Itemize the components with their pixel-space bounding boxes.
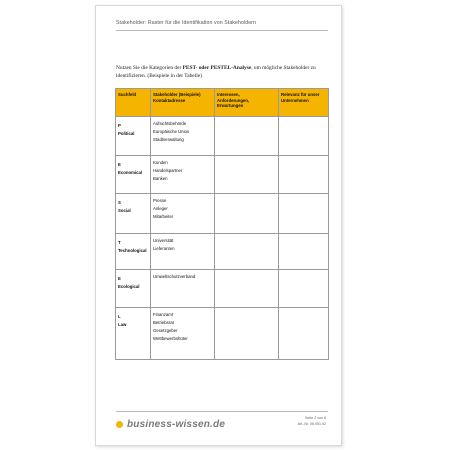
category-cell (116, 308, 151, 360)
stakeholder-item: Umweltschutzverband (153, 274, 196, 279)
header-interessen-line1: Interessen, (217, 92, 240, 97)
table-row (116, 308, 329, 360)
header-stakeholder (151, 89, 215, 117)
stakeholder-item: Lieferanten (153, 246, 175, 251)
article-number: Art.-Nr. 06.051.02 (297, 421, 326, 426)
stakeholder-item: Wettbewerbshüter (153, 336, 188, 341)
relevance-cell (279, 308, 329, 360)
stakeholder-cell (151, 234, 215, 270)
stakeholder-item: Finanzamt (153, 312, 174, 317)
intro-paragraph (116, 64, 326, 80)
category-cell (116, 194, 151, 234)
logo-text: business-wissen.de (127, 419, 226, 430)
category-letter: L (118, 314, 121, 319)
header-relevanz-line1: Relevanz für unser (281, 92, 320, 97)
interests-cell (215, 194, 279, 234)
header-interessen (215, 89, 279, 117)
table-row (116, 194, 329, 234)
table-row (116, 234, 329, 270)
interests-cell (215, 117, 279, 156)
header-relevanz-line2: Unternehmen (281, 97, 309, 103)
stakeholder-cell (151, 194, 215, 234)
stakeholder-item: Gesetzgeber (153, 328, 178, 333)
header-suchfeld-label: Suchfeld (118, 92, 137, 97)
interests-cell (215, 308, 279, 360)
stakeholder-item: Europäische Union (153, 129, 190, 134)
relevance-cell (279, 194, 329, 234)
page-info (298, 416, 326, 427)
header-stakeholder-line2: Kontaktadresse (153, 97, 186, 103)
footer-divider (116, 411, 328, 412)
category-letter: E (118, 162, 121, 167)
stakeholder-item: Banken (153, 176, 168, 181)
logo-dot-icon (116, 421, 123, 428)
header-interessen-line2: Anforderungen, (217, 97, 250, 103)
category-letter: T (118, 240, 121, 245)
table-row (116, 270, 329, 308)
intro-text-bold: PEST- oder PESTEL-Analyse (182, 65, 252, 71)
stakeholder-item: Aufsichtsbehörde (153, 121, 187, 126)
category-letter: S (118, 200, 121, 205)
table-row (116, 156, 329, 194)
stakeholder-item: Betriebsrat (153, 320, 174, 325)
category-letter: P (118, 123, 121, 128)
interests-cell (215, 234, 279, 270)
document-page (95, 5, 342, 446)
category-cell (116, 270, 151, 308)
stakeholder-table (115, 88, 329, 360)
category-name: Law (118, 322, 127, 327)
header-suchfeld (116, 89, 151, 117)
page-number: Seite 2 von 6 (305, 416, 326, 420)
category-name: Economical (118, 170, 143, 175)
category-name: Social (118, 208, 131, 213)
stakeholder-item: Mitarbeiter (153, 214, 174, 219)
header-interessen-line3: Erwartungen (217, 103, 244, 109)
stakeholder-item: Stadtverwaltung (153, 137, 184, 142)
header-stakeholder-line1: Stakeholder (Beispiele) (153, 92, 201, 97)
interests-cell (215, 270, 279, 308)
table-row (116, 117, 329, 156)
header-relevanz (279, 89, 329, 117)
category-name: Political (118, 131, 135, 136)
stakeholder-item: Anleger (153, 206, 168, 211)
brand-logo (116, 419, 225, 430)
category-cell (116, 156, 151, 194)
stakeholder-cell (151, 156, 215, 194)
table-header-row (116, 89, 329, 117)
category-letter: E (118, 276, 121, 281)
category-name: Technological (118, 248, 147, 253)
stakeholder-cell (151, 270, 215, 308)
intro-text-part1: Nutzen Sie die Kategorien der (116, 65, 183, 71)
stakeholder-cell (151, 117, 215, 156)
interests-cell (215, 156, 279, 194)
category-cell (116, 234, 151, 270)
intro-text-part2: , um mögliche Stakeholder zu identifizieren. (Beispiele in der Tabelle) (116, 65, 316, 79)
category-name: Ecological (118, 284, 140, 289)
stakeholder-item: Kunden (153, 160, 168, 165)
relevance-cell (279, 270, 329, 308)
header-divider (116, 30, 328, 31)
relevance-cell (279, 117, 329, 156)
relevance-cell (279, 156, 329, 194)
page-header-title: Stakeholder: Raster für die Identifikation von Stakeholdern (116, 20, 256, 26)
category-cell (116, 117, 151, 156)
stakeholder-item: Handelspartner (153, 168, 183, 173)
relevance-cell (279, 234, 329, 270)
stakeholder-item: Universität (153, 238, 174, 243)
stakeholder-cell (151, 308, 215, 360)
stakeholder-item: Presse (153, 198, 167, 203)
